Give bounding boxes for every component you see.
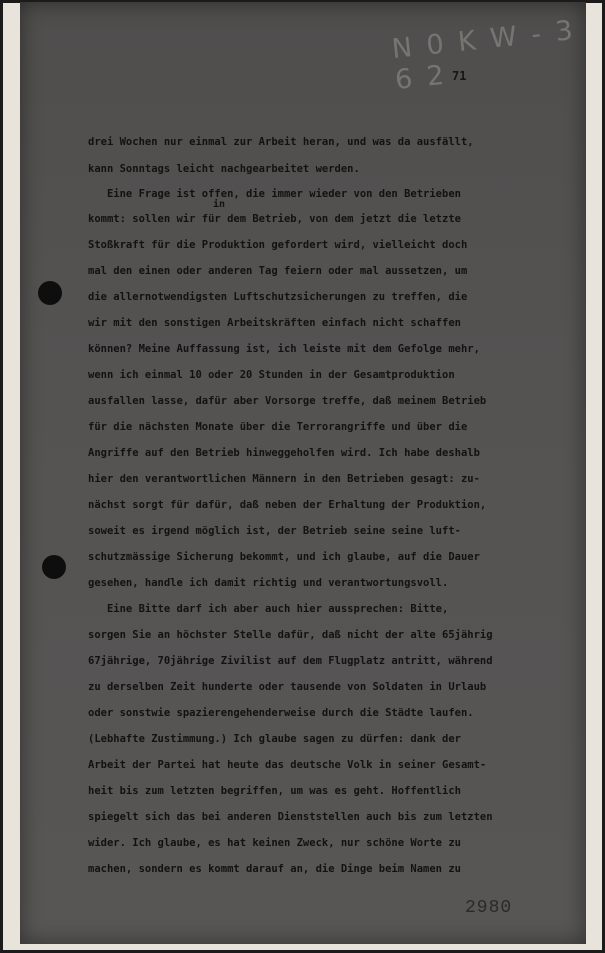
text-line: drei Wochen nur einmal zur Arbeit heran, und was da ausfällt, [88, 136, 474, 148]
page-number: 71 [452, 69, 467, 83]
text-line: spiegelt sich das bei anderen Dienststellen auch bis zum letzten [88, 811, 493, 823]
text-line: nächst sorgt für dafür, daß neben der Erhaltung der Produktion, [88, 499, 487, 511]
interlinear-insertion: in [213, 199, 226, 210]
text-line: sorgen Sie an höchster Stelle dafür, daß nicht der alte 65jährig [88, 629, 493, 641]
text-line: mal den einen oder anderen Tag feiern oder mal aussetzen, um [88, 265, 468, 277]
text-line: ausfallen lasse, dafür aber Vorsorge treffe, daß meinem Betrieb [88, 395, 487, 407]
text-line: Eine Bitte darf ich aber auch hier aussprechen: Bitte, [88, 603, 449, 615]
text-line: schutzmässige Sicherung bekommt, und ich glaube, auf die Dauer [88, 551, 480, 563]
text-line: (Lebhafte Zustimmung.) Ich glaube sagen zu dürfen: dank der [88, 733, 461, 745]
text-line: gesehen, handle ich damit richtig und verantwortungsvoll. [88, 577, 449, 589]
text-line: wenn ich einmal 10 oder 20 Stunden in der Gesamtproduktion [88, 369, 455, 381]
text-line: die allernotwendigsten Luftschutzsicherungen zu treffen, die [88, 291, 468, 303]
text-line: kommt: sollen wir für dem Betrieb, von dem jetzt die letzte [88, 213, 461, 225]
text-line: können? Meine Auffassung ist, ich leiste mit dem Gefolge mehr, [88, 343, 480, 355]
text-line: 67jährige, 70jährige Zivilist auf dem Flugplatz antritt, während [88, 655, 493, 667]
punch-hole-bottom [42, 555, 66, 579]
text-line: für die nächsten Monate über die Terrorangriffe und über die [88, 421, 468, 433]
text-line: kann Sonntags leicht nachgearbeitet werden. [88, 163, 360, 175]
text-line: hier den verantwortlichen Männern in den Betrieben gesagt: zu- [88, 473, 480, 485]
text-line: Eine Frage ist offen, die immer wieder von den Betrieben [88, 188, 461, 200]
typewritten-text-block [88, 0, 588, 875]
text-line: Stoßkraft für die Produktion gefordert wird, vielleicht doch [88, 239, 468, 251]
text-line: oder sonstwie spazierengehenderweise durch die Städte laufen. [88, 707, 474, 719]
text-line: Arbeit der Partei hat heute das deutsche Volk in seiner Gesamt- [88, 759, 487, 771]
archive-stamp-number: 2980 [465, 898, 513, 918]
text-line: wir mit den sonstigen Arbeitskräften einfach nicht schaffen [88, 317, 461, 329]
punch-hole-top [38, 281, 62, 305]
text-line: machen, sondern es kommt darauf an, die Dinge beim Namen zu [88, 863, 461, 875]
text-line: heit bis zum letzten begriffen, um was es geht. Hoffentlich [88, 785, 461, 797]
text-line: zu derselben Zeit hunderte oder tausende von Soldaten in Urlaub [88, 681, 487, 693]
text-line: Angriffe auf den Betrieb hinweggeholfen wird. Ich habe deshalb [88, 447, 480, 459]
text-line: soweit es irgend möglich ist, der Betrieb seine seine luft- [88, 525, 461, 537]
text-line: wider. Ich glaube, es hat keinen Zweck, nur schöne Worte zu [88, 837, 461, 849]
handwritten-archive-note: N 0 K W - 3 6 2 [390, 14, 578, 96]
